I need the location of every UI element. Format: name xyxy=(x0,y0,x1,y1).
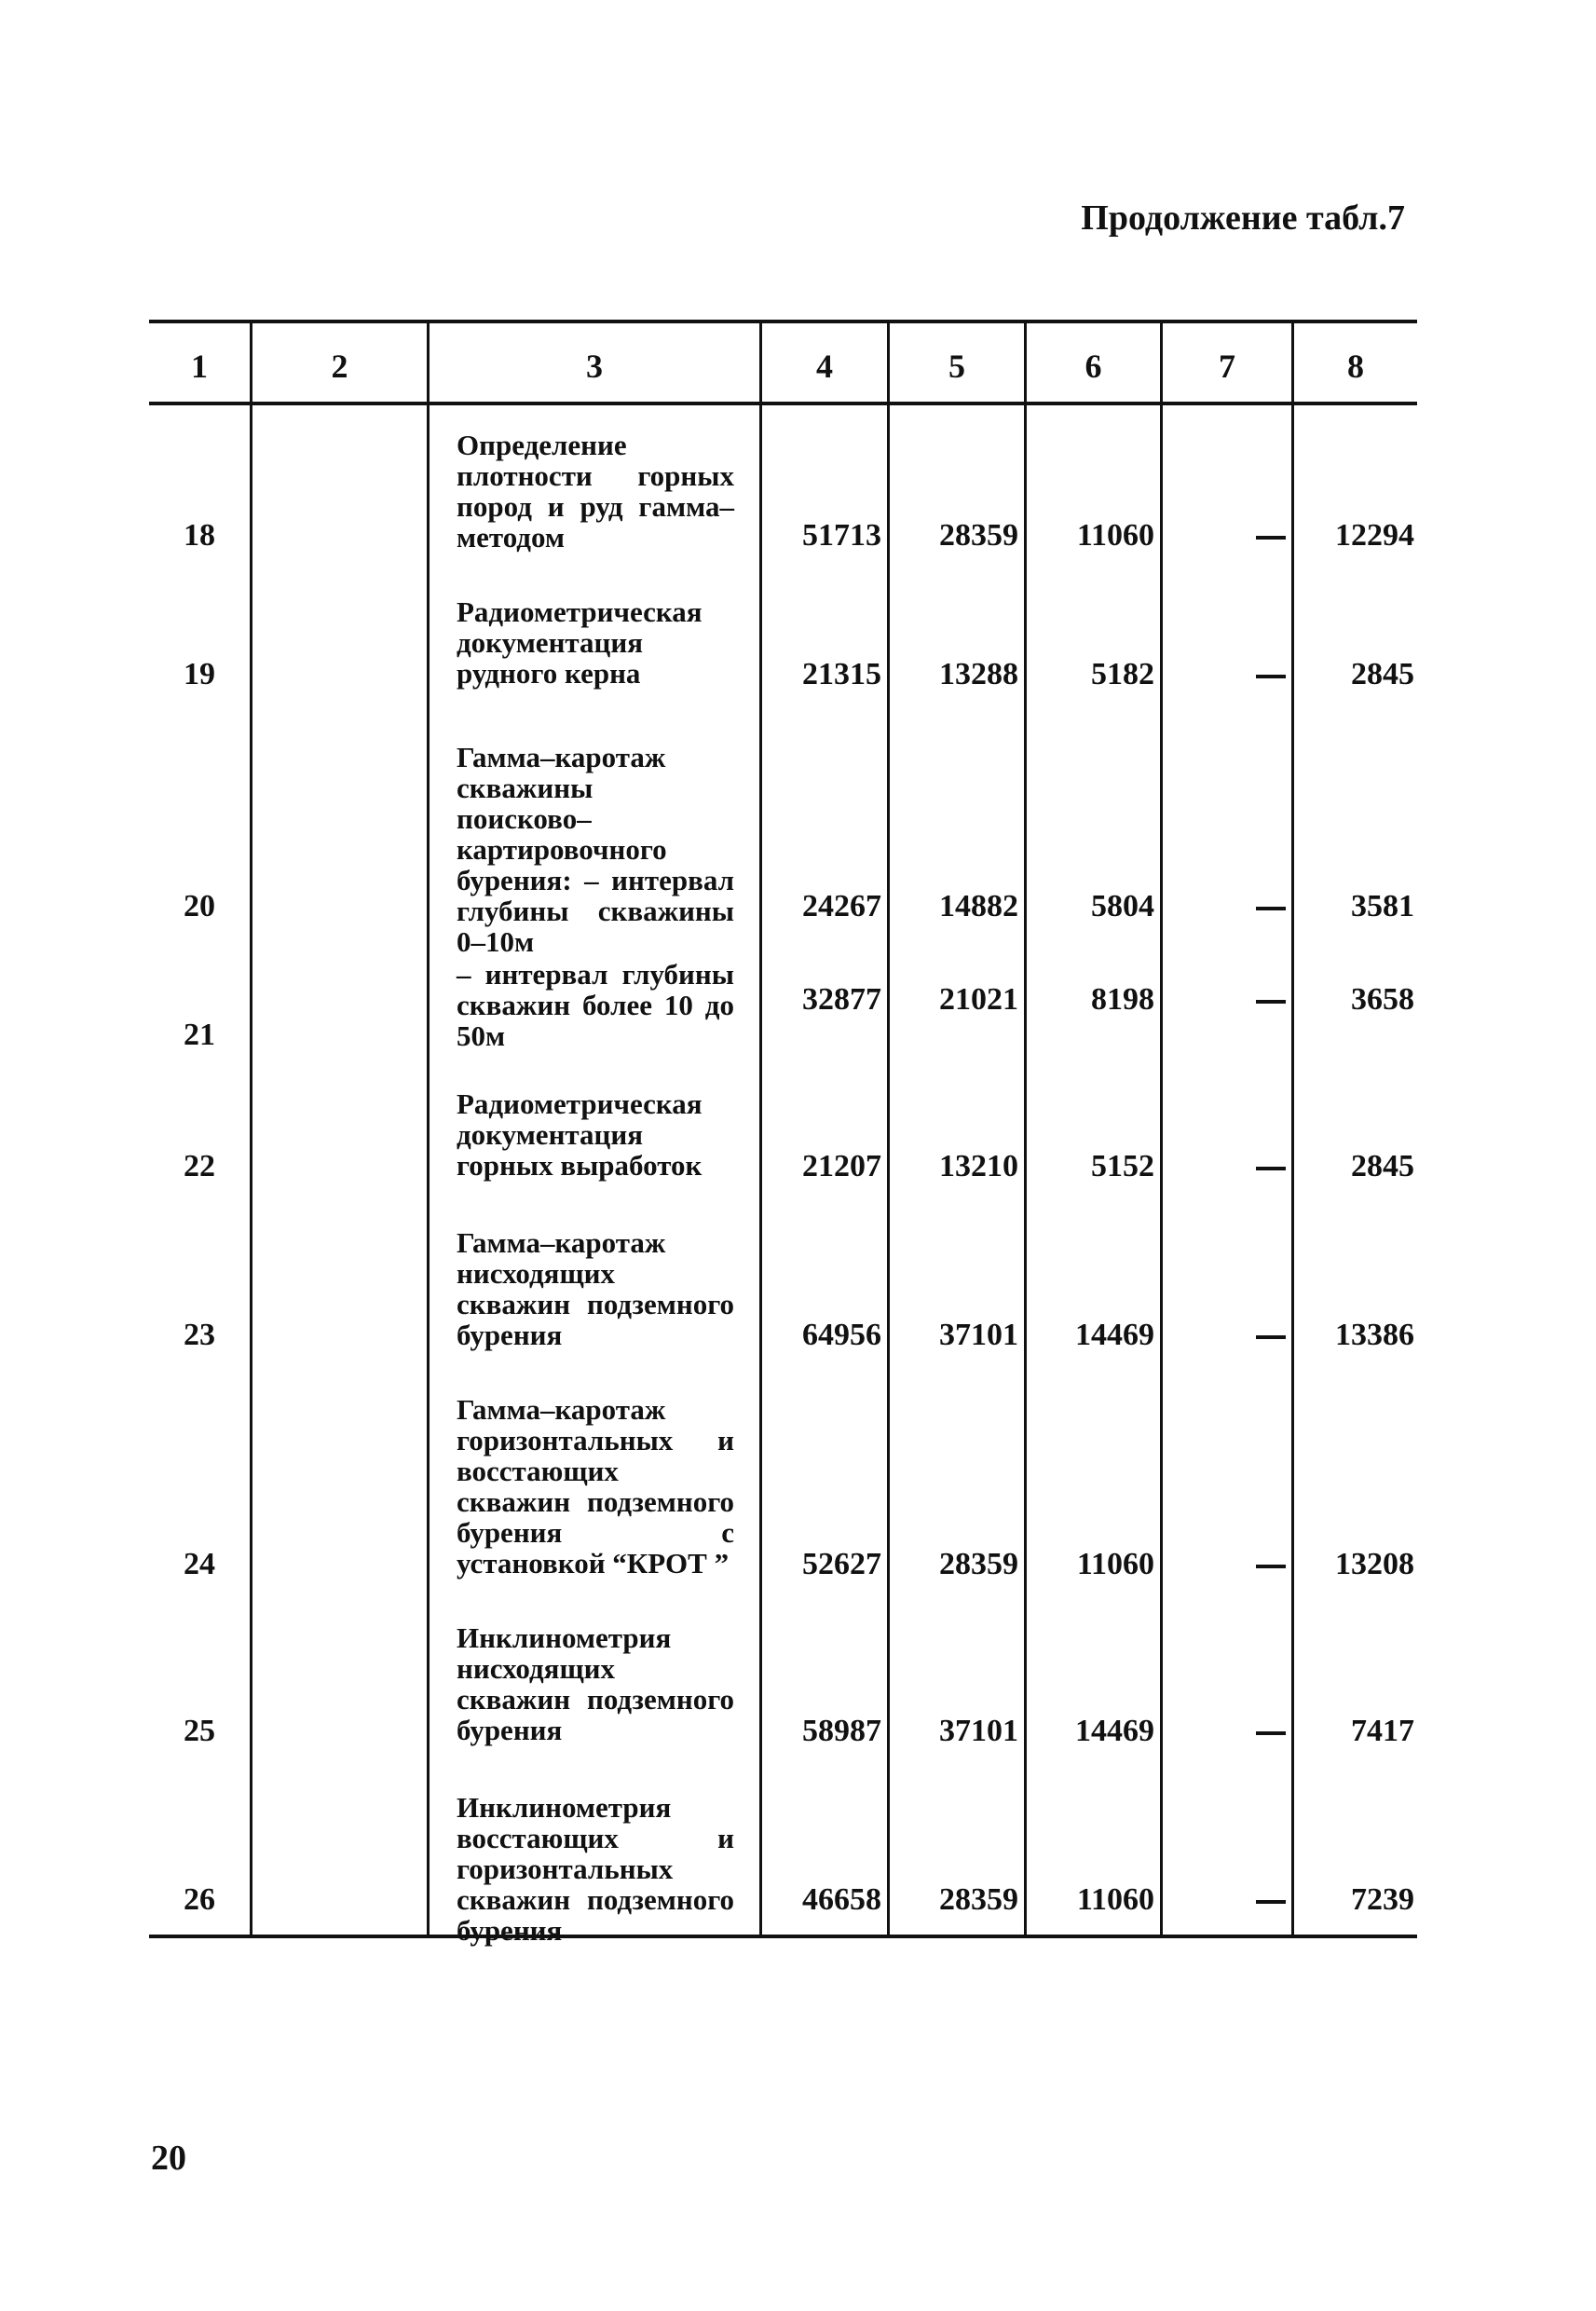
column-header: 7 xyxy=(1219,348,1235,385)
cell-col6: 14469 xyxy=(1075,1318,1154,1352)
row-number: 20 xyxy=(184,889,215,923)
column-divider xyxy=(887,320,890,1938)
dash-mark xyxy=(1256,1900,1286,1904)
cell-col5: 13288 xyxy=(939,657,1018,691)
column-header: 2 xyxy=(331,348,348,385)
row-number: 19 xyxy=(184,657,215,691)
dash-mark xyxy=(1256,675,1286,678)
column-divider xyxy=(250,320,252,1938)
cell-col6: 5182 xyxy=(1091,657,1154,691)
data-table xyxy=(149,320,1417,1947)
cell-col5: 21021 xyxy=(939,982,1018,1017)
row-description: Гамма–каротаж горизонтальных и восстающих скважин подземного бурения с установкой “КРОТ ” xyxy=(457,1393,734,1579)
cell-col6: 11060 xyxy=(1076,1882,1154,1917)
dash-mark xyxy=(1256,536,1286,540)
cell-col4: 46658 xyxy=(802,1882,881,1917)
column-header: 4 xyxy=(816,348,833,385)
cell-col5: 28359 xyxy=(939,518,1018,553)
cell-col8: 7239 xyxy=(1351,1882,1414,1917)
cell-col5: 28359 xyxy=(939,1547,1018,1581)
table-top-rule xyxy=(149,320,1417,323)
cell-col4: 51713 xyxy=(802,518,881,553)
row-description: Радиометрическая документация рудного керна xyxy=(457,595,703,690)
column-header: 5 xyxy=(948,348,965,385)
row-number: 21 xyxy=(184,1018,215,1052)
header-bottom-rule xyxy=(149,402,1417,405)
row-number: 22 xyxy=(184,1149,215,1183)
cell-col6: 11060 xyxy=(1076,518,1154,553)
cell-col8: 3658 xyxy=(1351,982,1414,1017)
dash-mark xyxy=(1256,1335,1286,1339)
dash-mark xyxy=(1256,1167,1286,1170)
cell-col4: 52627 xyxy=(802,1547,881,1581)
column-divider xyxy=(1160,320,1163,1938)
cell-col8: 3581 xyxy=(1351,889,1414,923)
cell-col4: 21315 xyxy=(802,657,881,691)
row-description: Определение плотности горных пород и руд гамма–методом xyxy=(457,429,734,554)
cell-col8: 7417 xyxy=(1351,1714,1414,1748)
row-number: 18 xyxy=(184,518,215,553)
column-divider xyxy=(1291,320,1294,1938)
dash-mark xyxy=(1256,1731,1286,1735)
cell-col6: 5152 xyxy=(1091,1149,1154,1183)
column-header: 8 xyxy=(1347,348,1364,385)
cell-col5: 14882 xyxy=(939,889,1018,923)
cell-col5: 37101 xyxy=(939,1318,1018,1352)
cell-col6: 5804 xyxy=(1091,889,1154,923)
cell-col5: 37101 xyxy=(939,1714,1018,1748)
cell-col4: 58987 xyxy=(802,1714,881,1748)
cell-col6: 14469 xyxy=(1075,1714,1154,1748)
row-number: 25 xyxy=(184,1714,215,1748)
row-description: Инклинометрия нисходящих скважин подземного бурения xyxy=(457,1621,734,1746)
table-bottom-rule xyxy=(149,1935,1417,1938)
column-divider xyxy=(759,320,762,1938)
cell-col5: 13210 xyxy=(939,1149,1018,1183)
dash-mark xyxy=(1256,1565,1286,1568)
page-number: 20 xyxy=(151,2139,186,2178)
column-divider xyxy=(1024,320,1027,1938)
cell-col4: 64956 xyxy=(802,1318,881,1352)
column-header: 6 xyxy=(1084,348,1102,385)
cell-col4: 32877 xyxy=(802,982,881,1017)
cell-col6: 11060 xyxy=(1076,1547,1154,1581)
row-number: 26 xyxy=(184,1882,215,1917)
row-number: 24 xyxy=(184,1547,215,1581)
row-description: Радиометрическая документация горных выработок xyxy=(457,1087,703,1182)
cell-col8: 2845 xyxy=(1351,1149,1414,1183)
row-description: Гамма–каротаж нисходящих скважин подземного бурения xyxy=(457,1226,734,1351)
cell-col8: 2845 xyxy=(1351,657,1414,691)
row-description: Гамма–каротаж скважины поисково–картировочного бурения: – интервал глубины скважины 0–10м xyxy=(457,741,734,958)
column-header: 3 xyxy=(586,348,603,385)
cell-col8: 13208 xyxy=(1335,1547,1414,1581)
column-header: 1 xyxy=(191,348,208,385)
cell-col8: 12294 xyxy=(1335,518,1414,553)
table-continuation-label: Продолжение табл.7 xyxy=(1081,198,1405,238)
cell-col5: 28359 xyxy=(939,1882,1018,1917)
cell-col4: 21207 xyxy=(802,1149,881,1183)
dash-mark xyxy=(1256,1000,1286,1004)
row-description: – интервал глубины скважин более 10 до 50м xyxy=(457,958,734,1052)
cell-col8: 13386 xyxy=(1335,1318,1414,1352)
cell-col4: 24267 xyxy=(802,889,881,923)
cell-col6: 8198 xyxy=(1091,982,1154,1017)
row-description: Инклинометрия восстающих и горизонтальных скважин подземного бурения xyxy=(457,1791,734,1947)
row-number: 23 xyxy=(184,1318,215,1352)
dash-mark xyxy=(1256,907,1286,910)
column-divider xyxy=(427,320,430,1938)
